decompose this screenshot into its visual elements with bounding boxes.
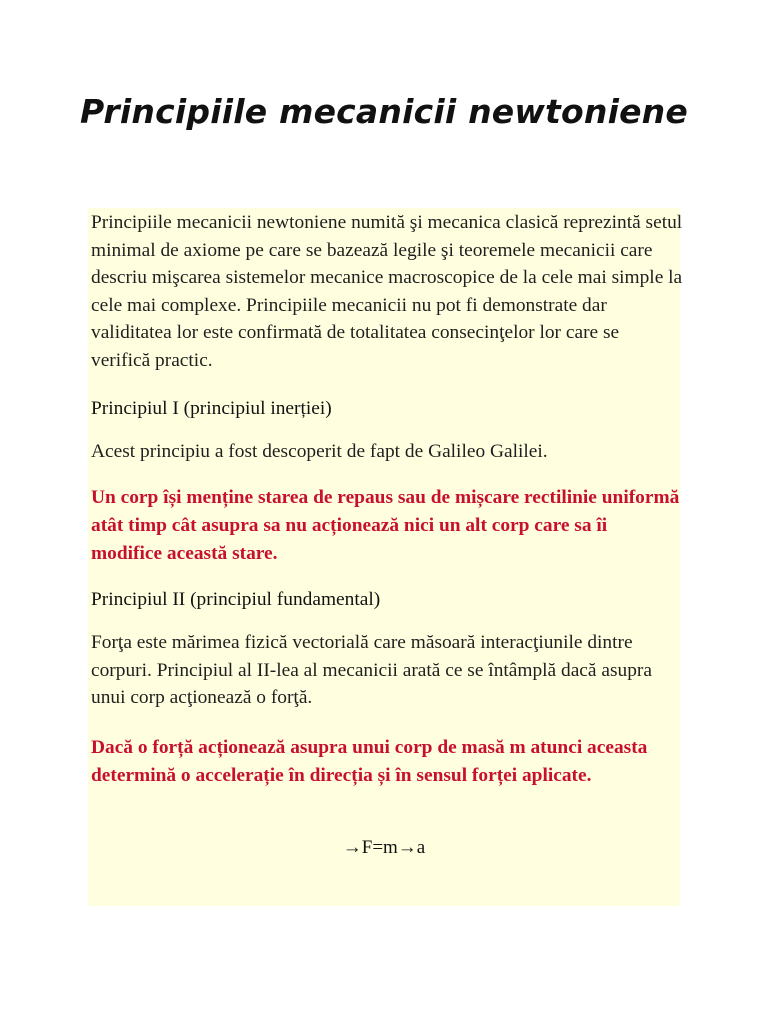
- content-box: [88, 208, 683, 906]
- principle-2-heading: Principiul II (principiul fundamental): [91, 589, 381, 610]
- principle-1-text: Acest principiu a fost descoperit de fapt de Galileo Galilei.: [91, 441, 548, 462]
- principle-2-text: Forţa este mărimea fizică vectorială care măsoară interacţiunile dintre corpuri. Principiul al II-lea al mecanicii arată ce se întâmplă dacă asupra unui corp acţionează o forţă.: [91, 632, 652, 708]
- formula: →F=m→a: [342, 837, 426, 858]
- principle-2-law: Dacă o forță acționează asupra unui corp de masă m atunci aceasta determină o accelerație în direcția și în sensul forței aplicate.: [91, 737, 648, 786]
- principle-1-law: Un corp își menține starea de repaus sau de mișcare rectilinie uniformă atât timp cât asupra sa nu acționează nici un alt corp care sa îi modifice această stare.: [91, 487, 680, 564]
- intro-paragraph: Principiile mecanicii newtoniene numită şi mecanica clasică reprezintă setul minimal de axiome pe care se bazează legile şi teoremele mecanicii care descriu mişcarea sistemelor mecanice macroscopice de la cele mai simple la cele mai complexe. Principiile mecanicii nu pot fi demonstrate dar validitatea lor este confirmată de totalitatea consecinţelor lor care se verifică practic.: [91, 212, 683, 371]
- page-title: Principiile mecanicii newtoniene: [80, 92, 688, 131]
- principle-1-heading: Principiul I (principiul inerției): [91, 398, 332, 419]
